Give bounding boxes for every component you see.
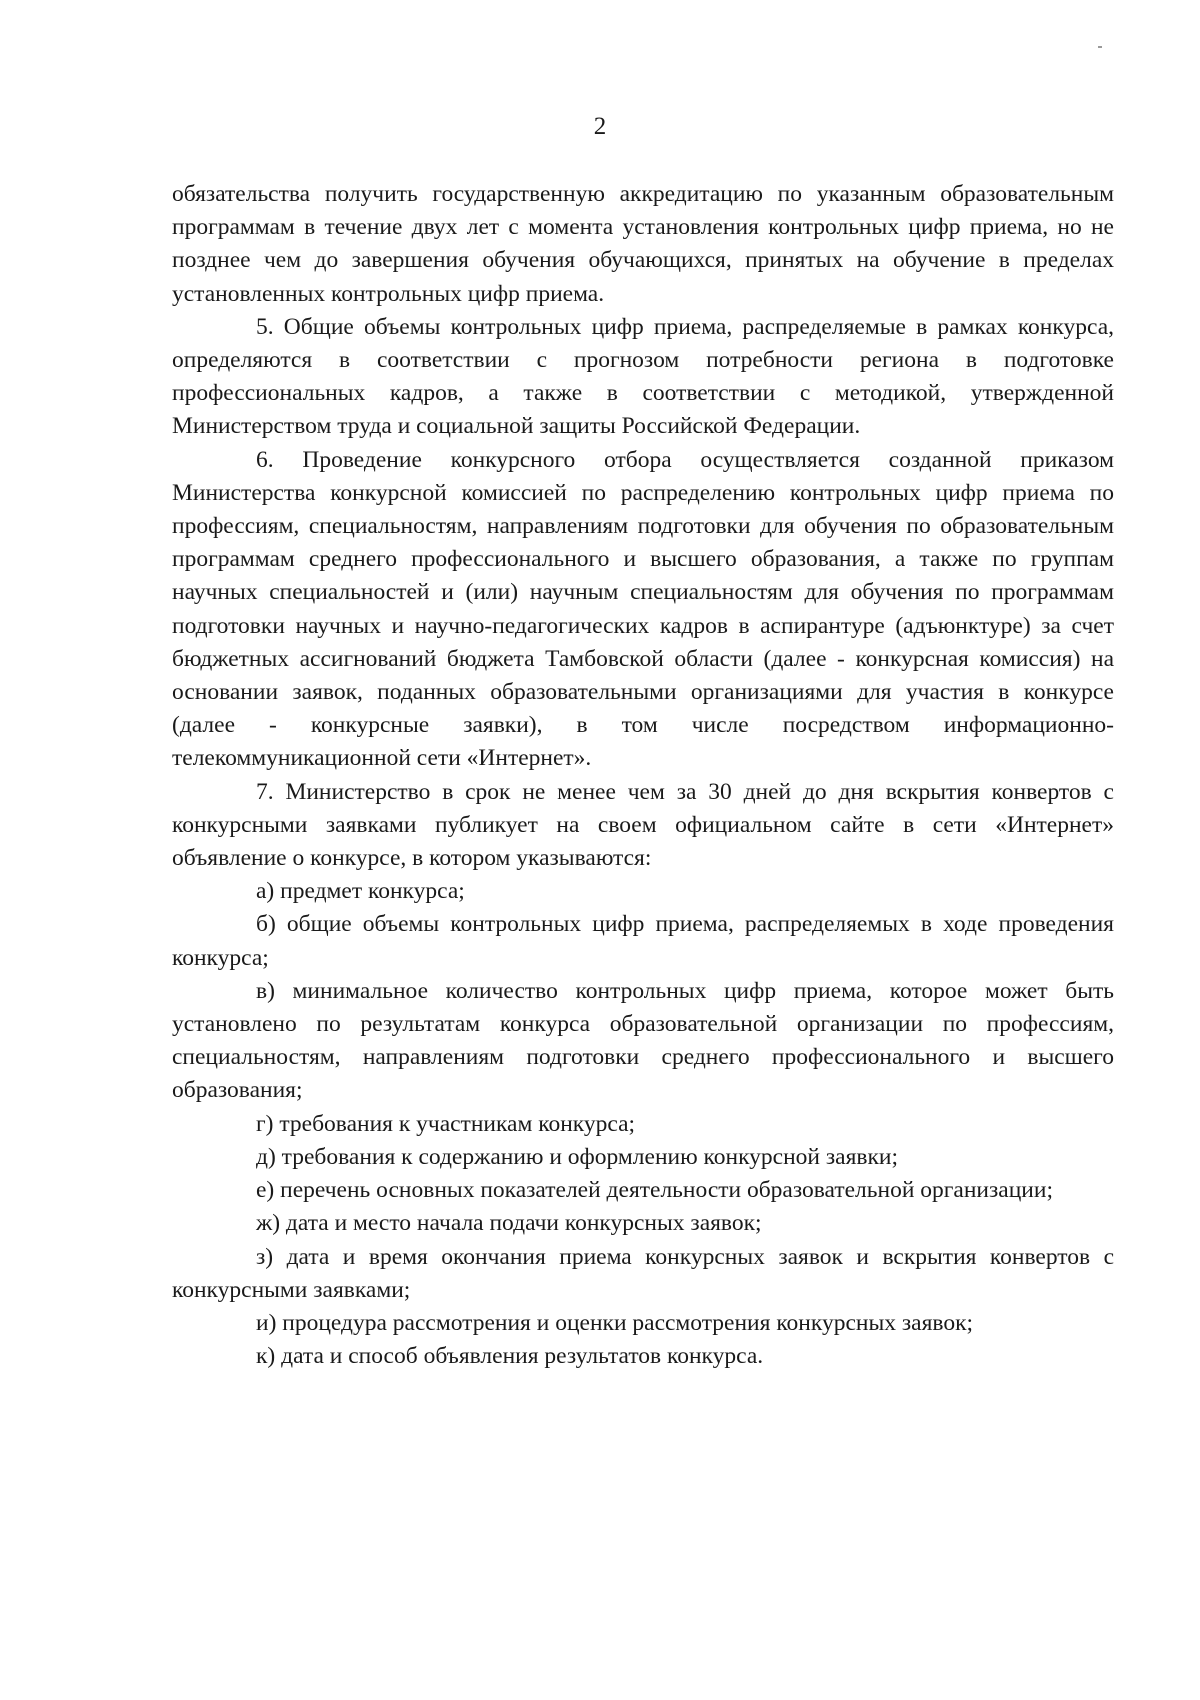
list-item-zh: ж) дата и место начала подачи конкурсных заявок; xyxy=(256,1210,762,1237)
list-item-a: а) предмет конкурса; xyxy=(256,878,465,905)
list-item-z: з) дата и время окончания приема конкурсных заявок и вскрытия конвертов с конкурсными заявками; xyxy=(172,1243,1114,1303)
scan-speck xyxy=(1098,46,1102,48)
list-item-k: к) дата и способ объявления результатов конкурса. xyxy=(256,1343,764,1370)
paragraph-continuation: обязательства получить государственную аккредитацию по указанным образовательным программам в течение двух лет с момента установления контрольных цифр приема, но не позднее чем до завершения обучения обучающихся, принятых на обучение в пределах установленных контрольных цифр приема. xyxy=(172,181,1114,307)
page-number: 2 xyxy=(593,113,607,140)
document-body xyxy=(172,178,1114,1373)
list-item-g: г) требования к участникам конкурса; xyxy=(256,1110,636,1137)
list-item-v: в) минимальное количество контрольных цифр приема, которое может быть установлено по результатам конкурса образовательной организации по профессиям, специальностям, направлениям подготовки среднего профессионального и высшего образования; xyxy=(172,977,1114,1104)
paragraph-item-6: 6. Проведение конкурсного отбора осуществляется созданной приказом Министерства конкурсной комиссией по распределению контрольных цифр приема по профессиям, специальностям, направлениям подготовки для обучения по образовательным программам среднего профессионального и высшего образования, а также по группам научных специальностей и (или) научным специальностям для обучения по программам подготовки научных и научно-педагогических кадров в аспирантуре (адъюнктуре) за счет бюджетных ассигнований бюджета Тамбовской области (далее - конкурсная комиссия) на основании заявок, поданных образовательными организациями для участия в конкурсе (далее - конкурсные заявки), в том числе посредством информационно-телекоммуникационной сети «Интернет». xyxy=(172,446,1114,772)
list-item-b: б) общие объемы контрольных цифр приема, распределяемых в ходе проведения конкурса; xyxy=(172,911,1114,971)
list-item-e: е) перечень основных показателей деятельности образовательной организации; xyxy=(256,1177,1053,1204)
list-item-i: и) процедура рассмотрения и оценки рассмотрения конкурсных заявок; xyxy=(256,1309,974,1336)
paragraph-item-7: 7. Министерство в срок не менее чем за 30 дней до дня вскрытия конвертов с конкурсными заявками публикует на своем официальном сайте в сети «Интернет» объявление о конкурсе, в котором указываются: xyxy=(172,778,1114,872)
list-item-d: д) требования к содержанию и оформлению конкурсной заявки; xyxy=(256,1143,899,1170)
paragraph-item-5: 5. Общие объемы контрольных цифр приема, распределяемые в рамках конкурса, определяются в соответствии с прогнозом потребности региона в подготовке профессиональных кадров, а также в соответствии с методикой, утвержденной Министерством труда и социальной защиты Российской Федерации. xyxy=(172,313,1114,440)
